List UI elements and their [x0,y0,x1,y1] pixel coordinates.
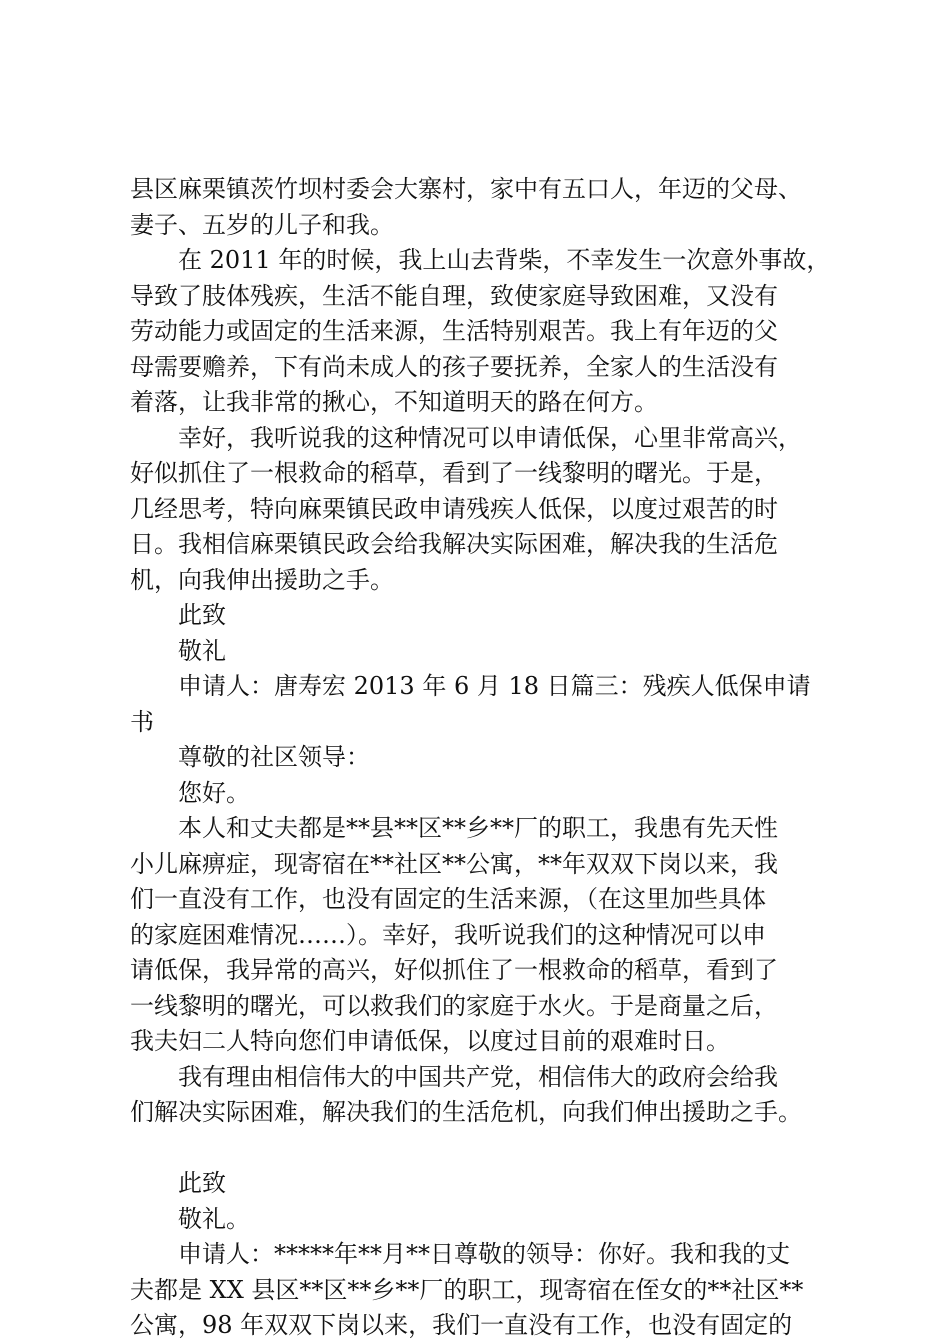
text-line: 申请人：*****年**月**日尊敬的领导：你好。我和我的丈 [130,1240,790,1268]
text-line: 本人和丈夫都是**县**区**乡**厂的职工，我患有先天性 [130,814,778,842]
document-body [130,172,850,1344]
text-line: 公寓，98 年双双下岗以来，我们一直没有工作，也没有固定的 [130,1311,793,1339]
text-line: 申请人：唐寿宏 2013 年 6 月 18 日篇三：残疾人低保申请 [130,672,811,700]
text-line: 几经思考，特向麻栗镇民政申请残疾人低保，以度过艰苦的时 [130,494,778,523]
text-line: 着落，让我非常的揪心，不知道明天的路在何方。 [130,388,658,416]
blank-line [130,1131,850,1167]
text-line: 此致 [130,1169,226,1197]
text-line: 尊敬的社区领导： [130,743,370,771]
text-line: 请低保，我异常的高兴，好似抓住了一根救命的稻草，看到了 [130,956,778,984]
text-line: 我夫妇二人特向您们申请低保，以度过目前的艰难时日。 [130,1027,730,1055]
text-line: 导致了肢体残疾，生活不能自理，致使家庭导致困难，又没有 [130,281,778,310]
text-line: 一线黎明的曙光，可以救我们的家庭于水火。于是商量之后， [130,991,778,1020]
text-line: 们解决实际困难，解决我们的生活危机，向我们伸出援助之手。 [130,1098,802,1126]
text-line: 劳动能力或固定的生活来源，生活特别艰苦。我上有年迈的父 [130,317,778,345]
text-line: 幸好，我听说我的这种情况可以申请低保，心里非常高兴， [130,423,802,452]
text-line: 我有理由相信伟大的中国共产党，相信伟大的政府会给我 [130,1062,778,1091]
text-line: 敬礼 [130,636,226,665]
text-line: 夫都是 XX 县区**区**乡**厂的职工，现寄宿在侄女的**社区** [130,1275,804,1304]
text-line: 妻子、五岁的儿子和我。 [130,210,394,239]
text-line: 在 2011 年的时候，我上山去背柴，不幸发生一次意外事故， [130,246,831,274]
text-line: 母需要赡养，下有尚未成人的孩子要抚养，全家人的生活没有 [130,352,778,381]
text-line: 小儿麻痹症，现寄宿在**社区**公寓，**年双双下岗以来，我 [130,849,778,878]
text-line: 的家庭困难情况……）。幸好，我听说我们的这种情况可以申 [130,920,766,949]
text-line: 们一直没有工作，也没有固定的生活来源，（在这里加些具体 [130,885,766,913]
text-line: 日。我相信麻栗镇民政会给我解决实际困难，解决我的生活危 [130,530,778,558]
text-line: 此致 [130,601,226,629]
text-line: 好似抓住了一根救命的稻草，看到了一线黎明的曙光。于是， [130,459,778,487]
text-line: 县区麻栗镇茨竹坝村委会大寨村，家中有五口人，年迈的父母、 [130,175,802,203]
text-line: 敬礼。 [130,1204,250,1233]
text-line: 书 [130,707,154,736]
text-line: 您好。 [130,778,250,807]
text-line: 机，向我伸出援助之手。 [130,565,394,594]
